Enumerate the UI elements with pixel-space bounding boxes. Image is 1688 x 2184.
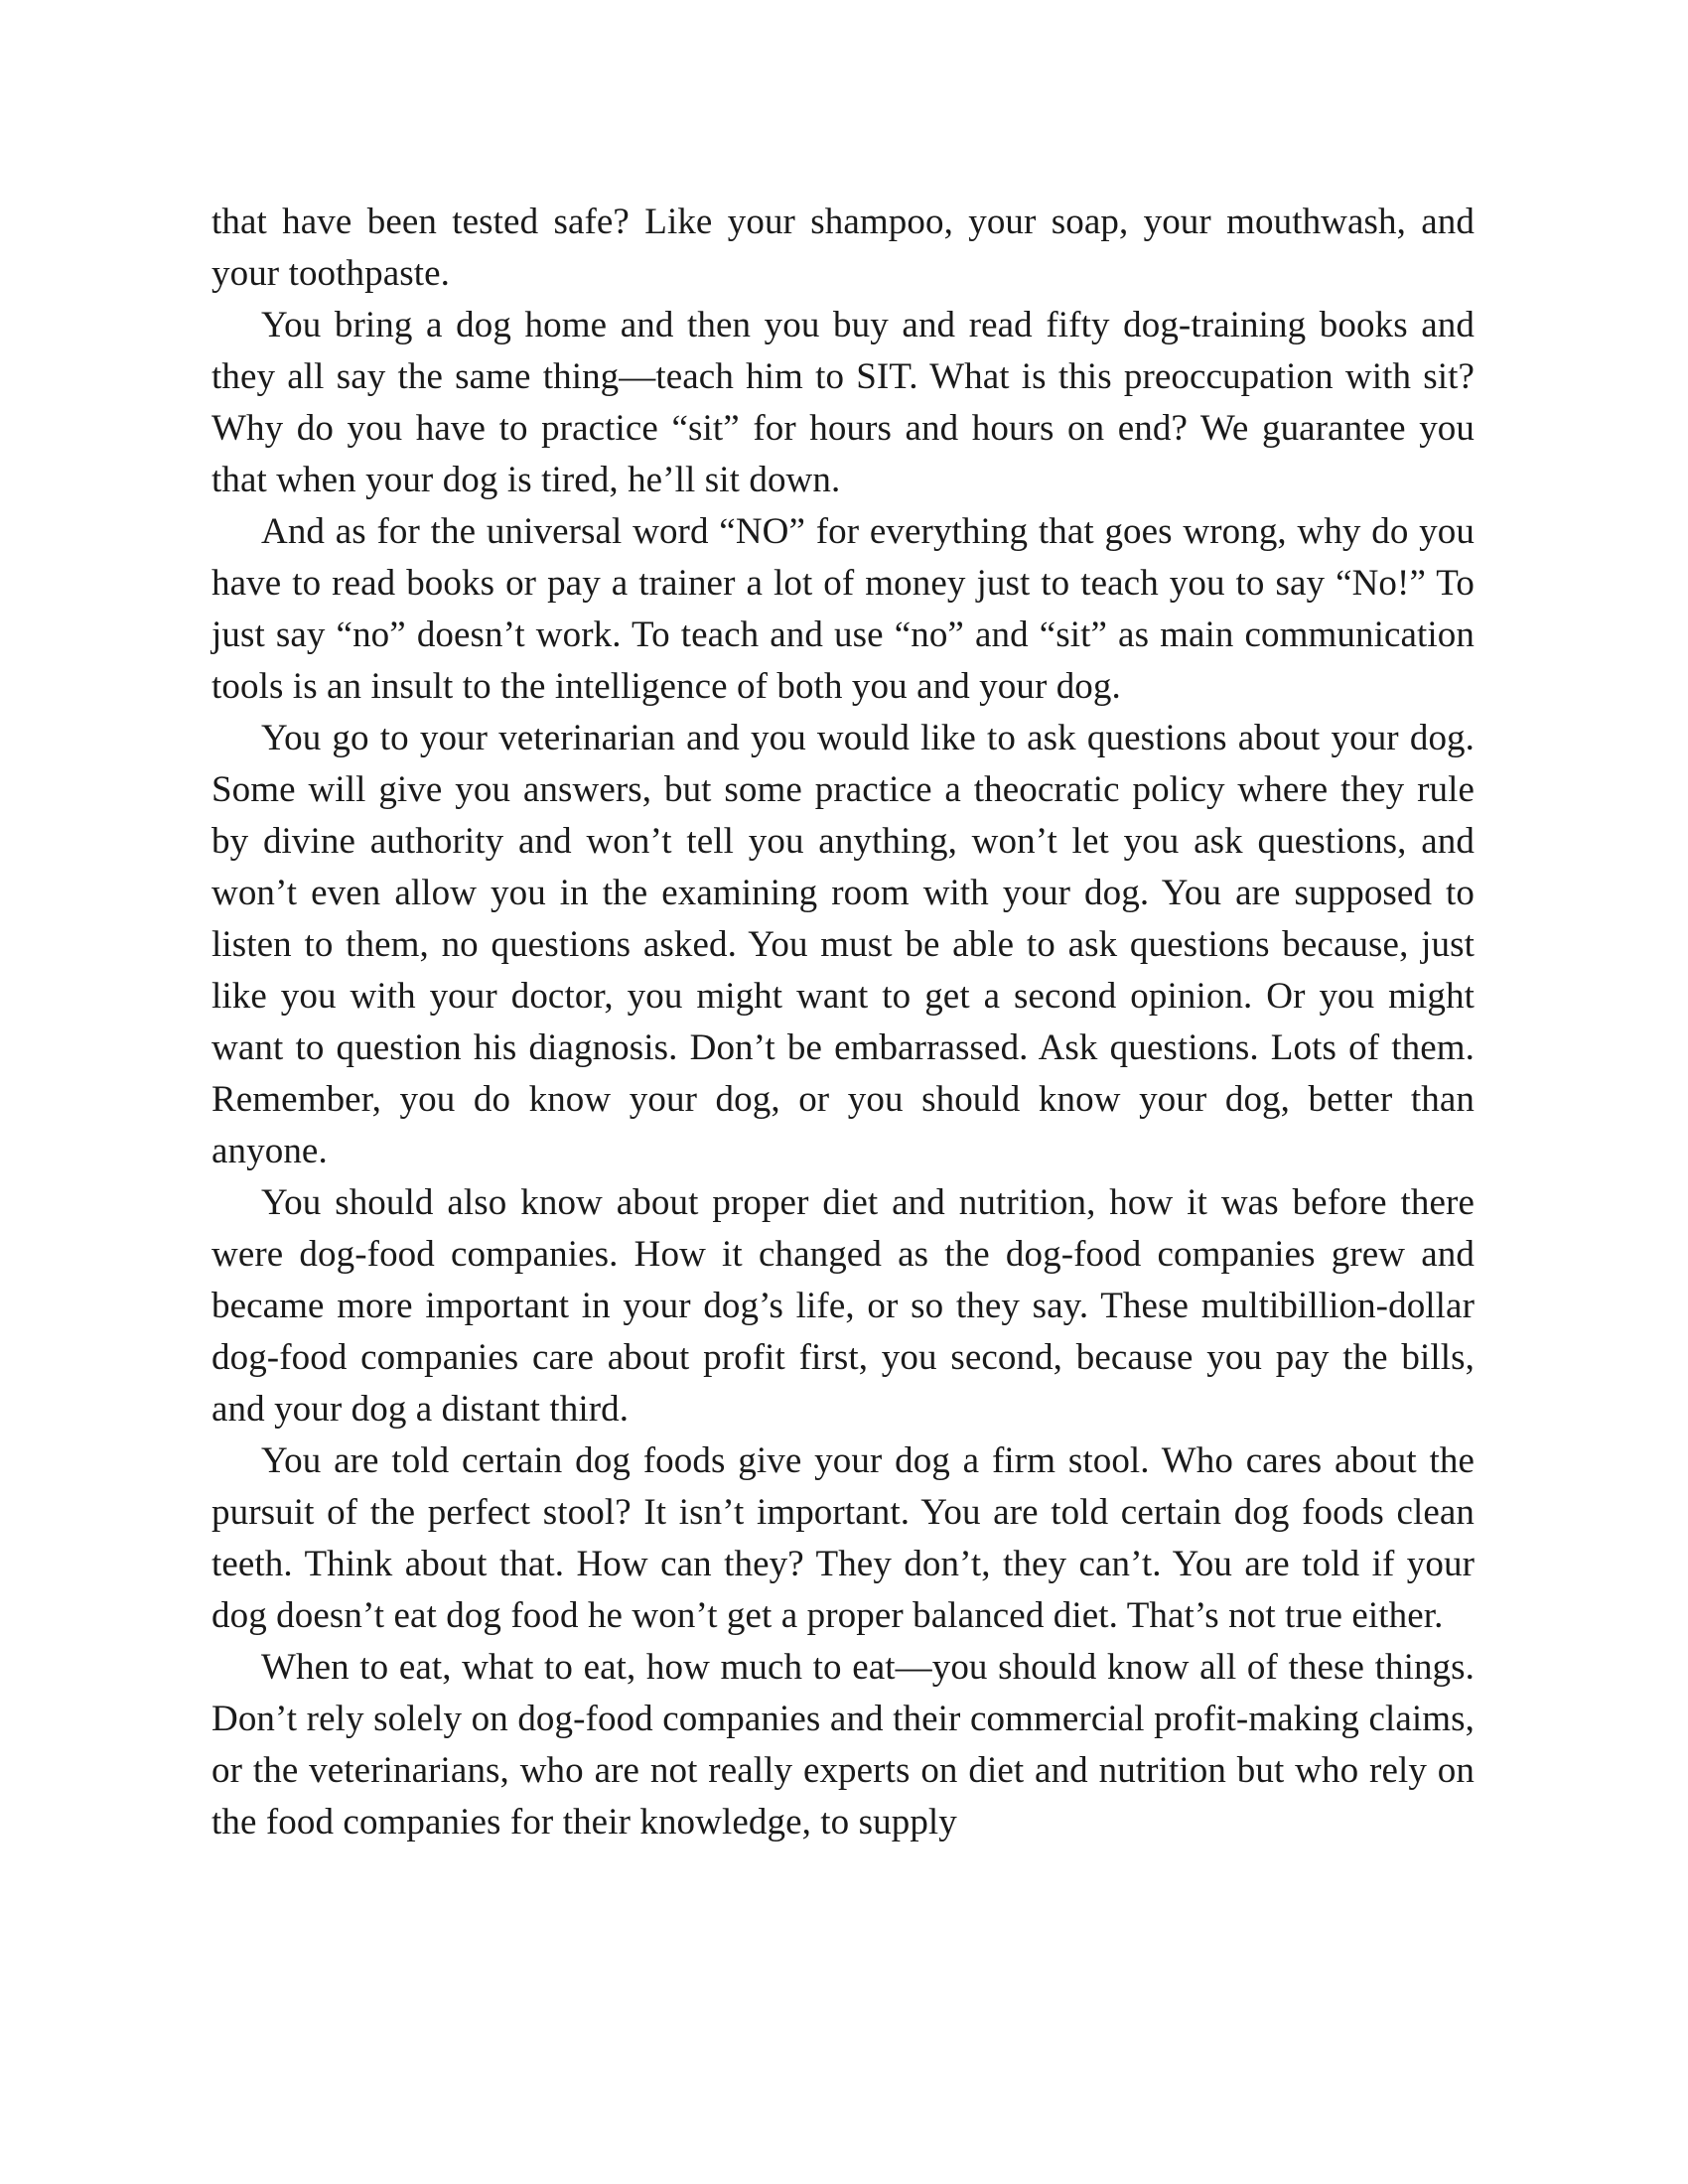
paragraph-dog-food-claims: You are told certain dog foods give your dog a firm stool. Who cares about the pursuit of the perfect stool? It isn’t important. You are told certain dog foods clean teeth. Think about that. How can they? They don’t, they can’t. You are told if your dog doesn’t eat dog food he won’t get a proper balanced diet. That’s not true either. xyxy=(211,1440,1475,1636)
paragraph-continued: that have been tested safe? Like your shampoo, your soap, your mouthwash, and your toothpaste. xyxy=(211,202,1475,294)
paragraph-dog-training: You bring a dog home and then you buy and read fifty dog-training books and they all say the same thing—teach him to SIT. What is this preoccupation with sit? Why do you have to practice “sit” for hours and hours on end? We guarantee you that when your dog is tired, he’ll sit down. xyxy=(211,305,1475,500)
paragraph-veterinarian: You go to your veterinarian and you would like to ask questions about your dog. Some will give you answers, but some practice a theocratic policy where they rule by divine authority and won’t tell you anything, won’t let you ask questions, and won’t even allow you in the examining room with your dog. You are supposed to listen to them, no questions asked. You must be able to ask questions because, just like you with your doctor, you might want to get a second opinion. Or you might want to question his diagnosis. Don’t be embarrassed. Ask questions. Lots of them. Remember, you do know your dog, or you should know your dog, better than anyone. xyxy=(211,718,1475,1171)
paragraph-word-no: And as for the universal word “NO” for everything that goes wrong, why do you have to read books or pay a trainer a lot of money just to teach you to say “No!” To just say “no” doesn’t work. To teach and use “no” and “sit” as main communication tools is an insult to the intelligence of both you and your dog. xyxy=(211,511,1475,707)
paragraph-when-to-eat: When to eat, what to eat, how much to eat—you should know all of these things. Don’t rely solely on dog-food companies and their commercial profit-making claims, or the veterinarians, who are not really experts on diet and nutrition but who rely on the food companies for their knowledge, to supply xyxy=(211,1647,1475,1843)
book-page xyxy=(211,197,1475,1848)
paragraph-diet-nutrition: You should also know about proper diet and nutrition, how it was before there were dog-food companies. How it changed as the dog-food companies grew and became more important in your dog’s life, or so they say. These multibillion-dollar dog-food companies care about profit first, you second, because you pay the bills, and your dog a distant third. xyxy=(211,1182,1475,1430)
